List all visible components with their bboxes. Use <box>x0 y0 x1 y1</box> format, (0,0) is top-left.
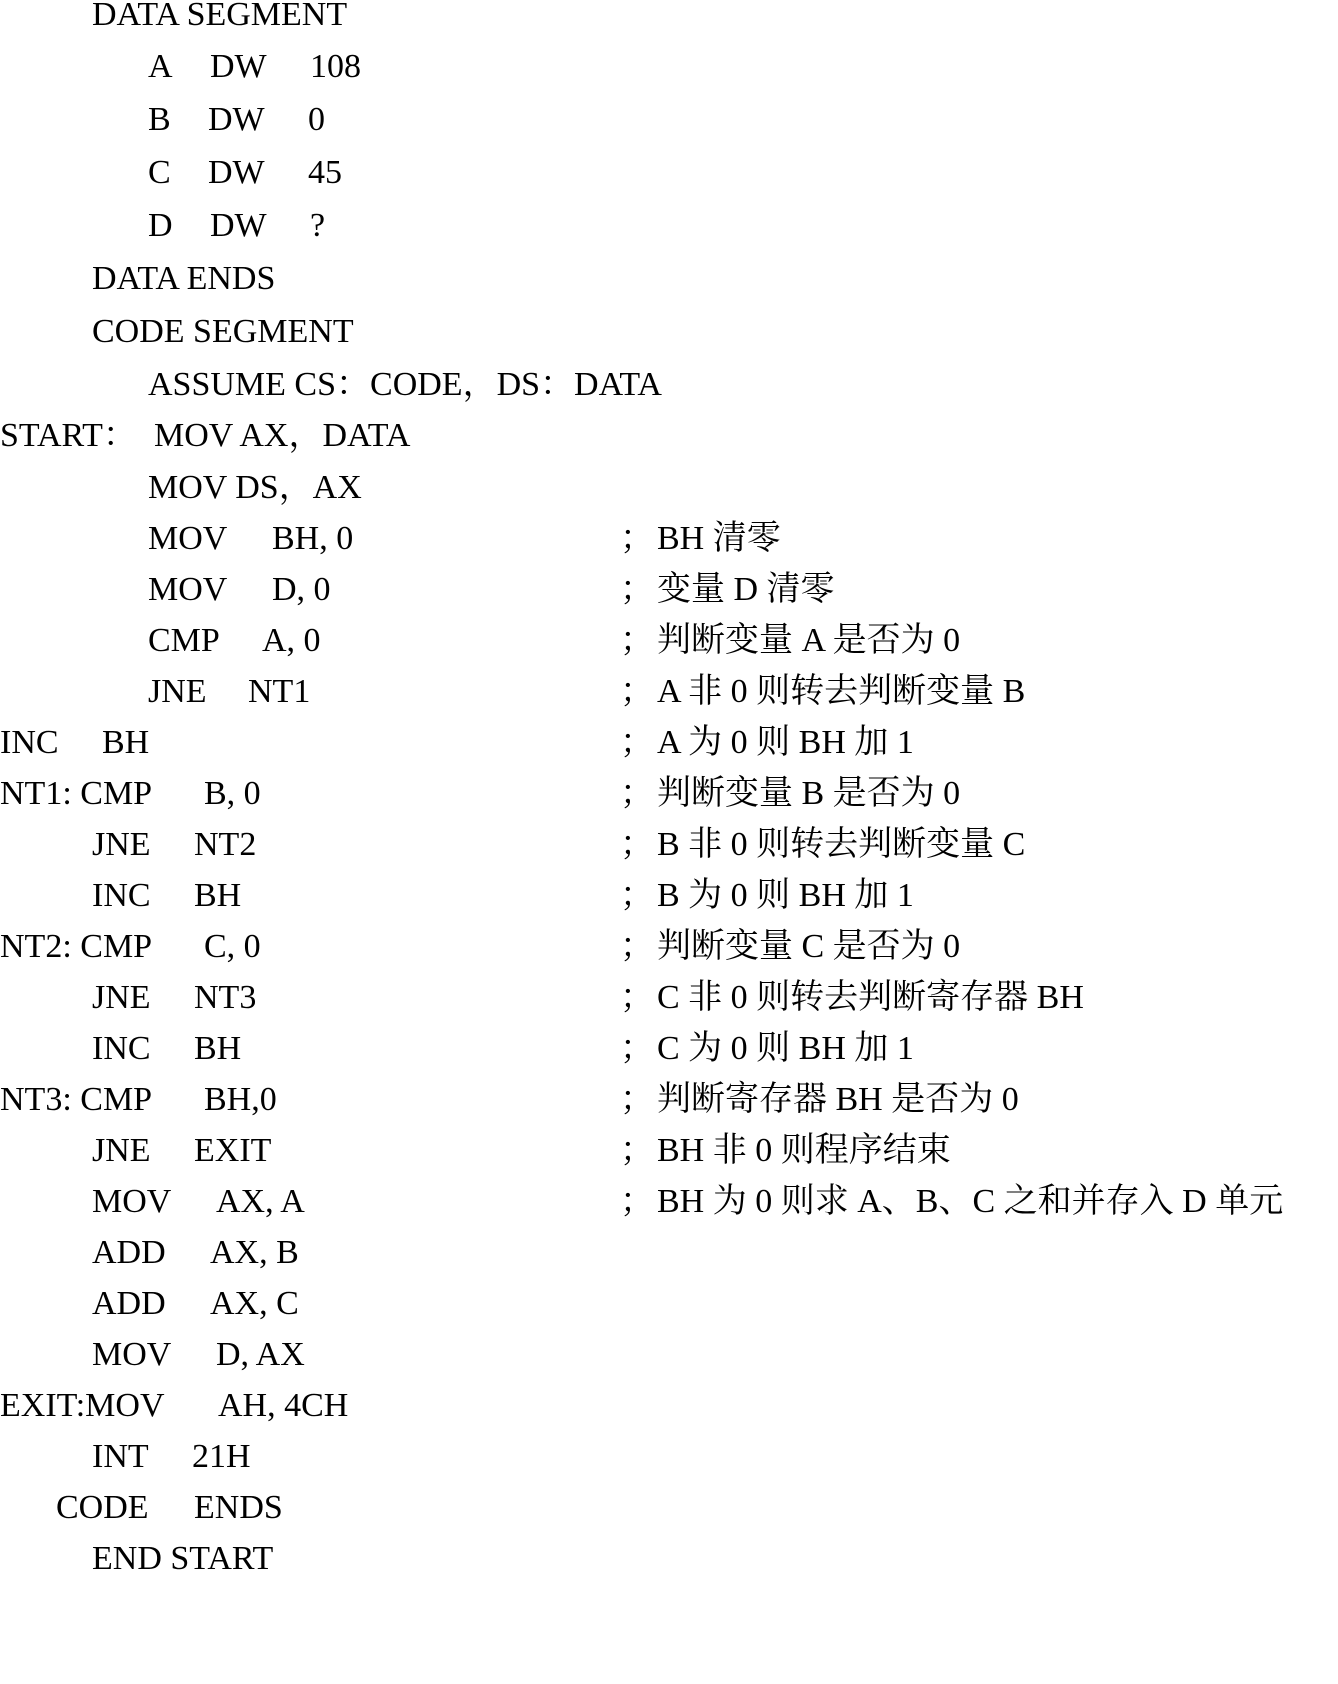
code-line <box>0 820 1338 870</box>
code-op: BH,0 <box>204 1081 277 1118</box>
code-op: INT <box>92 1438 149 1475</box>
code-op: JNE <box>148 673 207 710</box>
code-label: EXIT:MOV <box>0 1387 165 1424</box>
code-label: NT1: CMP <box>0 775 153 812</box>
code-line <box>0 973 1338 1023</box>
code-op: C <box>148 154 171 191</box>
code-op: MOV AX，DATA <box>154 417 411 454</box>
code-op: MOV <box>148 520 228 557</box>
comment-marker: ； <box>620 571 654 608</box>
comment-marker: ； <box>620 1081 654 1118</box>
code-op: B, 0 <box>204 775 261 812</box>
code-line <box>0 95 1338 145</box>
code-comment: A 非 0 则转去判断变量 B <box>657 673 1026 710</box>
code-line <box>0 254 1338 304</box>
code-operand: AX, A <box>216 1183 305 1220</box>
code-op: JNE <box>92 826 151 863</box>
code-operand: 21H <box>192 1438 251 1475</box>
comment-marker: ； <box>620 622 654 659</box>
code-line <box>0 1126 1338 1176</box>
code-operand: DW <box>210 48 267 85</box>
comment-marker: ； <box>620 520 654 557</box>
code-op: CMP <box>148 622 220 659</box>
code-operand: D, AX <box>216 1336 305 1373</box>
comment-marker: ； <box>620 826 654 863</box>
code-line <box>0 1075 1338 1125</box>
code-line <box>0 1330 1338 1380</box>
comment-marker: ； <box>620 1183 654 1220</box>
code-op: MOV DS，AX <box>148 469 362 506</box>
code-operand: BH, 0 <box>272 520 354 557</box>
code-line <box>0 201 1338 251</box>
code-label: INC <box>0 724 59 761</box>
code-line <box>0 1177 1338 1227</box>
code-line <box>0 1381 1338 1431</box>
code-op: A <box>148 48 173 85</box>
code-op: C, 0 <box>204 928 261 965</box>
code-line <box>0 769 1338 819</box>
comment-marker: ； <box>620 1030 654 1067</box>
code-line <box>0 42 1338 92</box>
code-line <box>0 148 1338 198</box>
code-line <box>0 565 1338 615</box>
code-extra: 108 <box>310 48 361 85</box>
code-comment: B 非 0 则转去判断变量 C <box>657 826 1026 863</box>
code-op: ADD <box>92 1285 166 1322</box>
code-op: JNE <box>92 1132 151 1169</box>
code-line <box>0 1279 1338 1329</box>
code-extra: ? <box>310 207 326 244</box>
code-operand: D, 0 <box>272 571 331 608</box>
code-line <box>0 360 1338 410</box>
code-operand: AX, C <box>210 1285 299 1322</box>
code-extra: 0 <box>308 101 325 138</box>
code-comment: BH 清零 <box>657 520 781 557</box>
code-line <box>0 1432 1338 1482</box>
code-op: CODE <box>56 1489 149 1526</box>
code-operand: A, 0 <box>262 622 321 659</box>
code-operand: DW <box>210 207 267 244</box>
code-operand: AX, B <box>210 1234 299 1271</box>
code-operand: BH <box>194 1030 242 1067</box>
code-comment: A 为 0 则 BH 加 1 <box>657 724 914 761</box>
code-operand: ENDS <box>194 1489 283 1526</box>
code-comment: BH 非 0 则程序结束 <box>657 1132 951 1169</box>
code-op: CODE SEGMENT <box>92 313 354 350</box>
code-comment: B 为 0 则 BH 加 1 <box>657 877 914 914</box>
code-line <box>0 922 1338 972</box>
code-line <box>0 871 1338 921</box>
code-op: DATA SEGMENT <box>92 0 348 33</box>
code-comment: 判断变量 B 是否为 0 <box>657 775 961 812</box>
code-line <box>0 1228 1338 1278</box>
code-line <box>0 1024 1338 1074</box>
comment-marker: ； <box>620 928 654 965</box>
code-op: MOV <box>92 1336 172 1373</box>
code-operand: NT1 <box>248 673 311 710</box>
code-line <box>0 514 1338 564</box>
code-operand: NT2 <box>194 826 257 863</box>
code-line <box>0 463 1338 513</box>
comment-marker: ； <box>620 1132 654 1169</box>
code-op: JNE <box>92 979 151 1016</box>
code-extra: 45 <box>308 154 342 191</box>
comment-marker: ； <box>620 979 654 1016</box>
code-op: INC <box>92 1030 151 1067</box>
code-op: INC <box>92 877 151 914</box>
comment-marker: ； <box>620 877 654 914</box>
code-op: AH, 4CH <box>218 1387 349 1424</box>
code-line <box>0 307 1338 357</box>
code-comment: 判断变量 A 是否为 0 <box>657 622 961 659</box>
code-op: ASSUME CS：CODE，DS：DATA <box>148 366 662 403</box>
code-comment: BH 为 0 则求 A、B、C 之和并存入 D 单元 <box>657 1183 1284 1220</box>
code-op: MOV <box>92 1183 172 1220</box>
code-label: NT2: CMP <box>0 928 153 965</box>
code-line <box>0 411 1338 461</box>
code-op: DATA ENDS <box>92 260 276 297</box>
code-operand: DW <box>208 101 265 138</box>
code-operand: BH <box>194 877 242 914</box>
comment-marker: ； <box>620 673 654 710</box>
code-line <box>0 0 1338 40</box>
code-op: END START <box>92 1540 274 1577</box>
code-line <box>0 1483 1338 1533</box>
code-line <box>0 1534 1338 1584</box>
code-label: START： <box>0 417 137 454</box>
code-operand: DW <box>208 154 265 191</box>
code-op: BH <box>102 724 150 761</box>
code-line <box>0 616 1338 666</box>
code-op: D <box>148 207 173 244</box>
code-comment: C 非 0 则转去判断寄存器 BH <box>657 979 1084 1016</box>
code-comment: 变量 D 清零 <box>657 571 835 608</box>
code-op: B <box>148 101 171 138</box>
code-operand: EXIT <box>194 1132 272 1169</box>
code-op: MOV <box>148 571 228 608</box>
code-op: ADD <box>92 1234 166 1271</box>
code-comment: 判断寄存器 BH 是否为 0 <box>657 1081 1019 1118</box>
code-comment: C 为 0 则 BH 加 1 <box>657 1030 914 1067</box>
comment-marker: ； <box>620 724 654 761</box>
code-line <box>0 667 1338 717</box>
code-line <box>0 718 1338 768</box>
code-label: NT3: CMP <box>0 1081 153 1118</box>
code-operand: NT3 <box>194 979 257 1016</box>
code-comment: 判断变量 C 是否为 0 <box>657 928 961 965</box>
comment-marker: ； <box>620 775 654 812</box>
